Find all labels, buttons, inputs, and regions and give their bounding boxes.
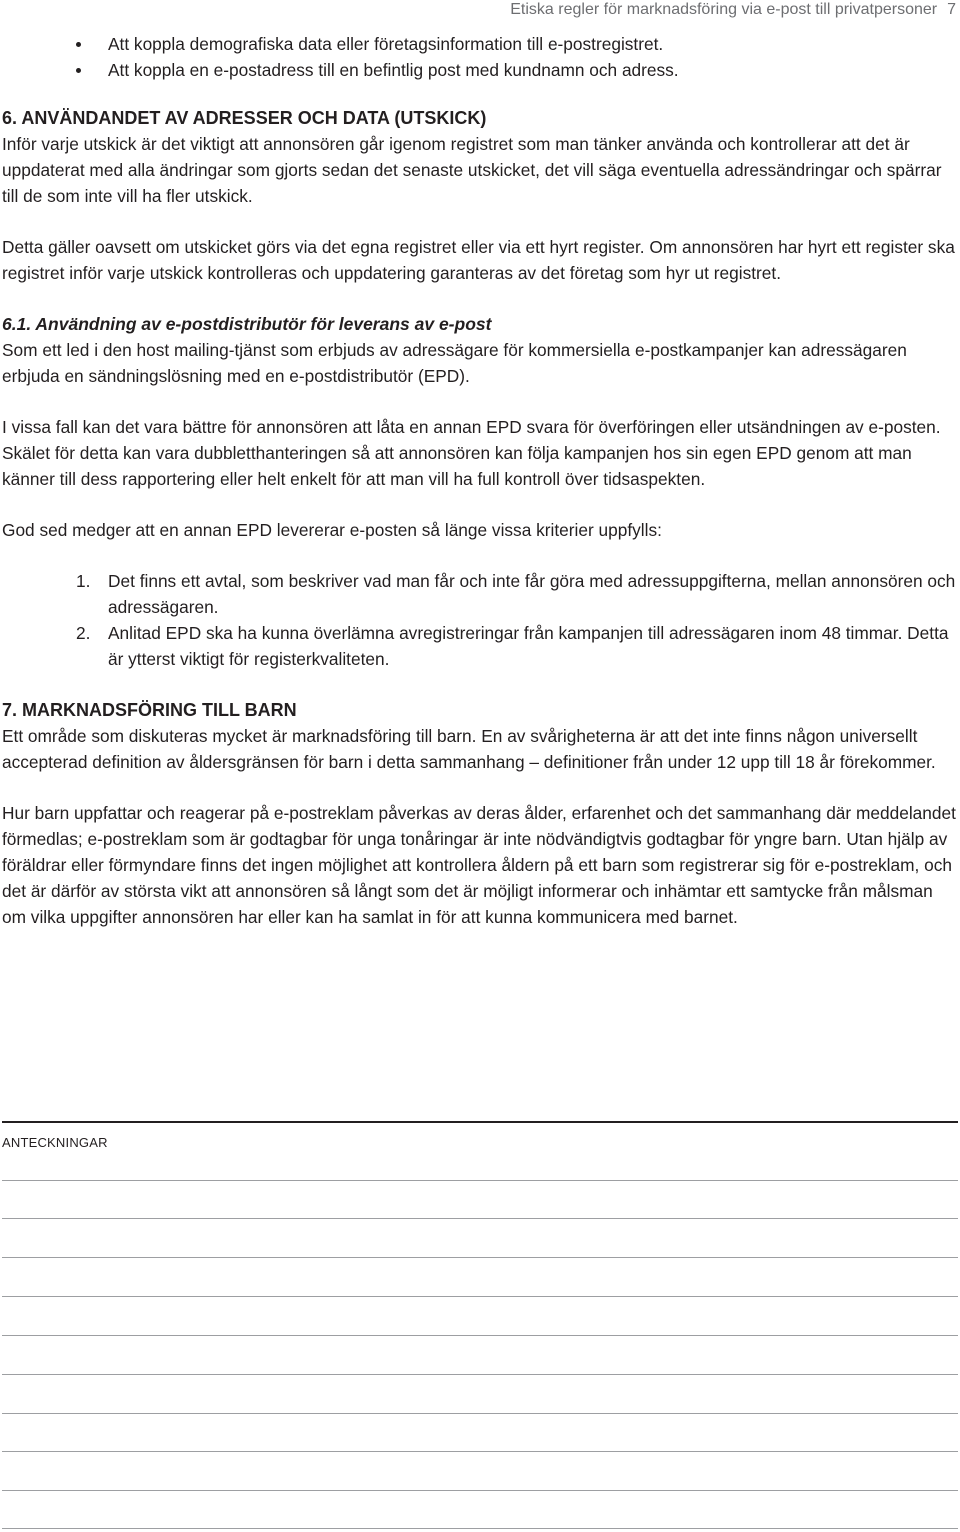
document-body <box>2 31 957 930</box>
note-line <box>2 1218 958 1219</box>
bullet-icon <box>76 68 81 73</box>
list-item: Att koppla en e-postadress till en befintlig post med kundnamn och adress. <box>2 57 957 83</box>
section-6-paragraph: Detta gäller oavsett om utskicket görs via det egna registret eller via ett hyrt register. Om annonsören har hyrt ett register ska registret inför varje utskick kontrolleras och uppdatering garanteras av det företag som hyr ut registret. <box>2 237 955 283</box>
criteria-list <box>2 568 957 672</box>
section-6-heading: 6. ANVÄNDANDET AV ADRESSER OCH DATA (UTSKICK) <box>2 108 487 128</box>
section-6-1-paragraph: I vissa fall kan det vara bättre för annonsören att låta en annan EPD svara för överföringen eller utsändningen av e-posten. Skälet för detta kan vara dubbletthanteringen så att annonsören kan följa kampanjen hos sin egen EPD genom att man känner till dess rapportering eller helt enkelt för att man vill ha full kontroll över tidsaspekten. <box>2 417 941 489</box>
section-6-1-heading: 6.1. Användning av e-postdistributör för leverans av e-post <box>2 314 492 334</box>
list-number: 2. <box>76 623 91 643</box>
list-item: 2. Anlitad EPD ska ha kunna överlämna avregistreringar från kampanjen till adressägaren inom 48 timmar. Detta är ytterst viktigt för registerkvaliteten. <box>2 620 957 672</box>
note-line <box>2 1335 958 1336</box>
section-7-paragraph: Hur barn uppfattar och reagerar på e-postreklam påverkas av deras ålder, erfarenhet och det sammanhang där meddelandet förmedlas; e-postreklam som är godtagbar för unga tonåringar är inte nödvändigtvis godtagbar för yngre barn. Utan hjälp av föräldrar eller förmyndare finns det ingen möjlighet att kontrollera åldern på ett barn som registrerar sig för e-postreklam, och det är därför av största vikt att annonsören så långt som det är möjligt informerar och inhämtar ett samtycke från målsman om vilka uppgifter annonsören har eller kan ha samlat in för att kunna kommunicera med barnet. <box>2 803 956 927</box>
running-header <box>510 0 956 20</box>
note-line <box>2 1257 958 1258</box>
note-line <box>2 1413 958 1414</box>
note-line <box>2 1180 958 1181</box>
list-item: 1. Det finns ett avtal, som beskriver vad man får och inte får göra med adressuppgifterna, mellan annonsören och adressägaren. <box>2 568 957 620</box>
notes-label: ANTECKNINGAR <box>2 1135 108 1150</box>
note-line <box>2 1490 958 1491</box>
section-7-paragraph: Ett område som diskuteras mycket är marknadsföring till barn. En av svårigheterna är att det inte finns någon universellt accepterad definition av åldersgränsen för barn i detta sammanhang – definitioner från under 12 upp till 18 år förekommer. <box>2 726 936 772</box>
note-line <box>2 1528 958 1529</box>
running-title: Etiska regler för marknadsföring via e-post till privatpersoner <box>510 1 938 18</box>
note-line <box>2 1296 958 1297</box>
notes-divider <box>2 1121 958 1123</box>
list-number: 1. <box>76 571 91 591</box>
section-7-heading: 7. MARKNADSFÖRING TILL BARN <box>2 700 297 720</box>
page-number: 7 <box>947 1 956 18</box>
note-line <box>2 1451 958 1452</box>
section-6-1-paragraph: God sed medger att en annan EPD levererar e-posten så länge vissa kriterier uppfylls: <box>2 520 662 540</box>
list-item: Att koppla demografiska data eller företagsinformation till e-postregistret. <box>2 31 957 57</box>
section-6-paragraph: Inför varje utskick är det viktigt att annonsören går igenom registret som man tänker använda och kontrollerar att det är uppdaterat med alla ändringar som gjorts sedan det senaste utskicket, det vill säga eventuella adressändringar och spärrar till de som inte vill ha fler utskick. <box>2 134 942 206</box>
note-line <box>2 1374 958 1375</box>
section-6-1-paragraph: Som ett led i den host mailing-tjänst som erbjuds av adressägare för kommersiella e-postkampanjer kan adressägaren erbjuda en sändningslösning med en e-postdistributör (EPD). <box>2 340 907 386</box>
intro-bullet-list <box>2 31 957 83</box>
bullet-icon <box>76 42 81 47</box>
